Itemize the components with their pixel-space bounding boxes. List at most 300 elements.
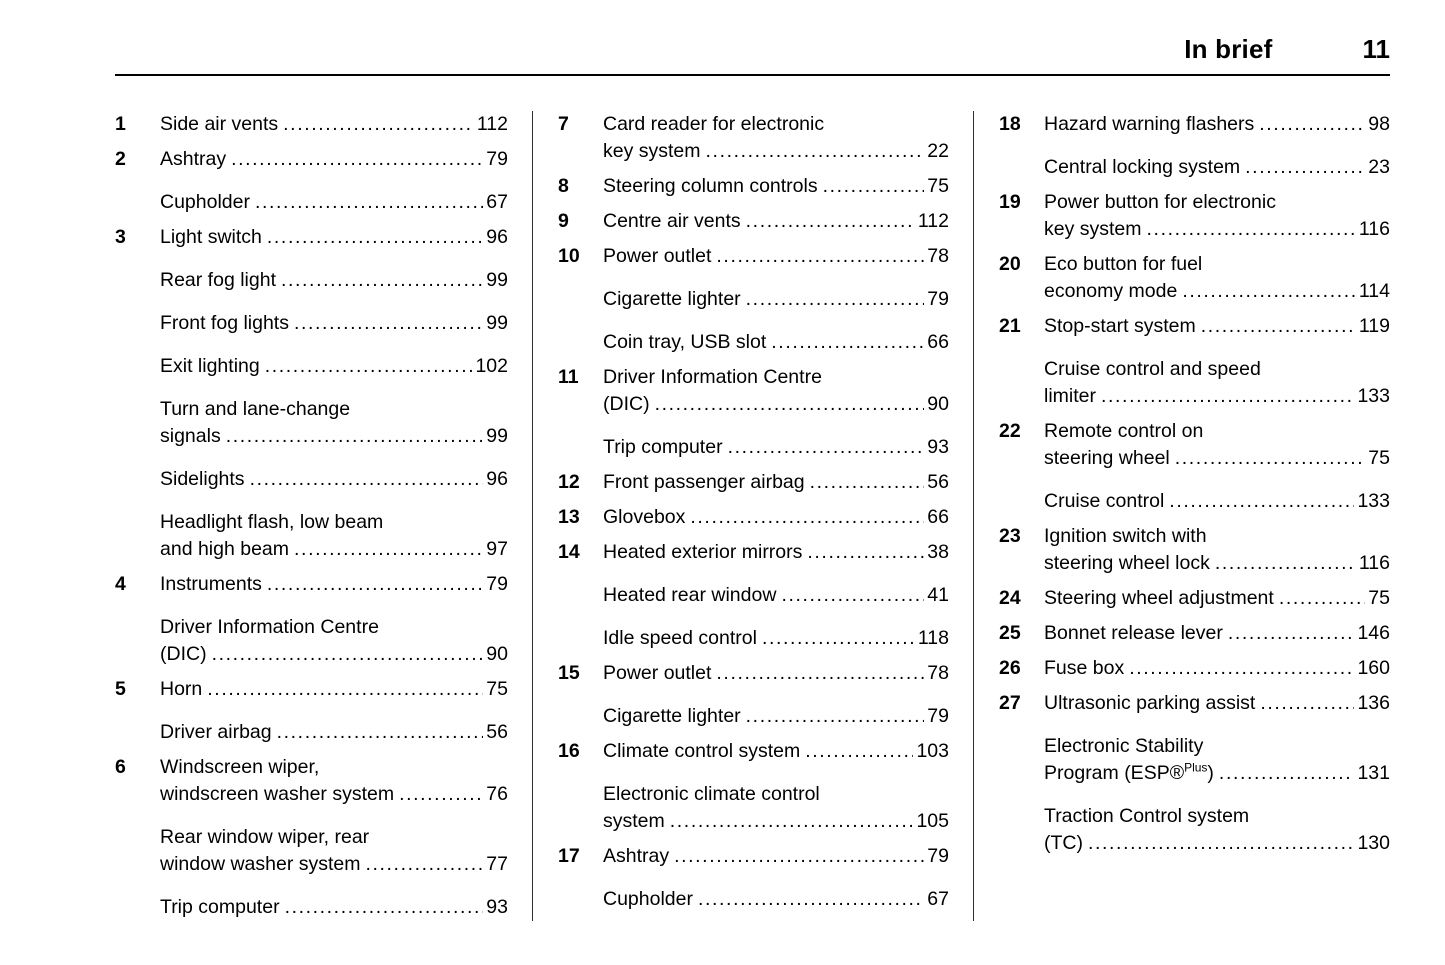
entry-label: Steering column controls: [603, 175, 818, 197]
dot-leader: [267, 224, 483, 251]
entry-lastline: [160, 466, 508, 493]
entry-body: [1044, 690, 1390, 717]
index-entry: [558, 660, 949, 687]
entry-body: [160, 146, 508, 173]
entry-number: [115, 310, 160, 337]
entry-number: [999, 803, 1044, 857]
entry-label: economy mode: [1044, 280, 1178, 302]
entry-lastline: [603, 504, 949, 531]
entry-lastline: [1044, 550, 1390, 577]
entry-page-number: 96: [486, 226, 508, 248]
dot-leader: [746, 703, 925, 730]
index-column-1: [115, 111, 508, 921]
entry-body: [160, 824, 508, 878]
entry-body: [1044, 189, 1390, 243]
entry-page-number: 79: [927, 288, 949, 310]
entry-body: [603, 208, 949, 235]
entry-page-number: 160: [1357, 657, 1390, 679]
entry-page-number: 23: [1368, 156, 1390, 178]
dot-leader: [231, 146, 483, 173]
entry-page-number: 105: [916, 810, 949, 832]
entry-page-number: 136: [1357, 692, 1390, 714]
index-entry: [558, 286, 949, 313]
entry-label: key system: [603, 140, 701, 162]
entry-label: Trip computer: [603, 436, 723, 458]
entry-lastline: [160, 641, 508, 668]
index-entry: [115, 676, 508, 703]
entry-body: [1044, 313, 1390, 340]
entry-body: [603, 286, 949, 313]
entry-body: [603, 539, 949, 566]
entry-body: [603, 243, 949, 270]
entry-label: Cupholder: [160, 191, 250, 213]
entry-page-number: 133: [1357, 490, 1390, 512]
index-entry: [115, 894, 508, 921]
entry-number: [558, 781, 603, 835]
entry-number: 15: [558, 662, 580, 684]
entry-body: [1044, 733, 1390, 787]
entry-body: [1044, 655, 1390, 682]
index-entry: [999, 418, 1390, 472]
dot-leader: [1228, 620, 1355, 647]
entry-lastline: [1044, 585, 1390, 612]
index-entry: [558, 208, 949, 235]
index-entry: [115, 353, 508, 380]
entry-lastline: [1044, 383, 1390, 410]
entry-body: [1044, 803, 1390, 857]
index-entry: [999, 690, 1390, 717]
entry-label: Horn: [160, 678, 203, 700]
index-entry: [115, 267, 508, 294]
entry-label: Idle speed control: [603, 627, 757, 649]
entry-label: Cigarette lighter: [603, 288, 741, 310]
entry-page-number: 103: [916, 740, 949, 762]
entry-number: [999, 356, 1044, 410]
entry-lastline: [1044, 154, 1390, 181]
header-rule: [115, 74, 1390, 76]
index-entry: [558, 539, 949, 566]
index-entry: [115, 824, 508, 878]
entry-number: 22: [999, 420, 1021, 442]
entry-body: [160, 396, 508, 450]
entry-label: Centre air vents: [603, 210, 741, 232]
entry-page-number: 116: [1358, 552, 1390, 574]
entry-number: [558, 886, 603, 913]
entry-label: Ashtray: [603, 845, 670, 867]
dot-leader: [283, 111, 474, 138]
dot-leader: [781, 582, 924, 609]
entry-body: [160, 267, 508, 294]
entry-lastline: [1044, 620, 1390, 647]
entry-body: [603, 364, 949, 418]
entry-lastline: [603, 539, 949, 566]
entry-lastline: [1044, 690, 1390, 717]
entry-label-line: Windscreen wiper,: [160, 756, 320, 778]
entry-page-number: 41: [927, 584, 949, 606]
entry-label: signals: [160, 425, 221, 447]
dot-leader: [1245, 154, 1365, 181]
dot-leader: [706, 138, 925, 165]
dot-leader: [207, 676, 483, 703]
entry-lastline: [603, 843, 949, 870]
entry-lastline: [1044, 760, 1390, 787]
index-entry: [999, 189, 1390, 243]
index-entry: [999, 356, 1390, 410]
entry-number: 17: [558, 845, 580, 867]
entry-label: Trip computer: [160, 896, 280, 918]
entry-lastline: [160, 851, 508, 878]
index-entry: [558, 434, 949, 461]
entry-label: (TC): [1044, 832, 1083, 854]
entry-label: (DIC): [160, 643, 207, 665]
entry-label: Ashtray: [160, 148, 227, 170]
index-entry: [115, 189, 508, 216]
entry-label: Cruise control: [1044, 490, 1165, 512]
entry-label: Sidelights: [160, 468, 245, 490]
entry-page-number: 66: [927, 506, 949, 528]
entry-body: [603, 625, 949, 652]
index-column-3: [973, 111, 1390, 921]
entry-lastline: [160, 310, 508, 337]
entry-body: [603, 703, 949, 730]
entry-number: [115, 189, 160, 216]
entry-body: [1044, 418, 1390, 472]
entry-body: [603, 886, 949, 913]
entry-number: 16: [558, 740, 580, 762]
entry-label-line: Rear window wiper, rear: [160, 826, 370, 848]
entry-label-line: Remote control on: [1044, 420, 1204, 442]
entry-lastline: [603, 703, 949, 730]
entry-page-number: 116: [1358, 218, 1390, 240]
entry-number: [115, 267, 160, 294]
entry-number: [115, 353, 160, 380]
index-entry: [999, 733, 1390, 787]
entry-lastline: [603, 660, 949, 687]
entry-label: system: [603, 810, 665, 832]
entry-number: [115, 509, 160, 563]
dot-leader: [1101, 383, 1354, 410]
index-entry: [999, 313, 1390, 340]
entry-label-line: Traction Control system: [1044, 805, 1250, 827]
entry-label-line: Ignition switch with: [1044, 525, 1207, 547]
index-entry: [558, 582, 949, 609]
dot-leader: [810, 469, 925, 496]
index-entry: [558, 111, 949, 165]
entry-number: [115, 894, 160, 921]
index-entry: [558, 504, 949, 531]
entry-lastline: [603, 173, 949, 200]
dot-leader: [674, 843, 924, 870]
entry-body: [160, 719, 508, 746]
entry-body: [160, 111, 508, 138]
entry-number: 10: [558, 245, 580, 267]
entry-label: Bonnet release lever: [1044, 622, 1223, 644]
entry-page-number: 79: [486, 573, 508, 595]
entry-number: [558, 434, 603, 461]
dot-leader: [1215, 550, 1356, 577]
index-entry: [115, 466, 508, 493]
entry-label: Stop-start system: [1044, 315, 1196, 337]
entry-body: [160, 614, 508, 668]
dot-leader: [226, 423, 484, 450]
entry-page-number: 93: [927, 436, 949, 458]
entry-number: 18: [999, 113, 1021, 135]
entry-number: [999, 733, 1044, 787]
entry-body: [160, 310, 508, 337]
entry-label-line: Turn and lane-change: [160, 398, 351, 420]
dot-leader: [771, 329, 924, 356]
entry-page-number: 77: [486, 853, 508, 875]
entry-body: [160, 466, 508, 493]
entry-lastline: [603, 391, 949, 418]
entry-body: [603, 781, 949, 835]
entry-page-number: 133: [1357, 385, 1390, 407]
dot-leader: [399, 781, 483, 808]
entry-label: steering wheel: [1044, 447, 1170, 469]
index-entry: [999, 251, 1390, 305]
index-entry: [999, 803, 1390, 857]
entry-label: steering wheel lock: [1044, 552, 1210, 574]
entry-lastline: [1044, 216, 1390, 243]
entry-body: [1044, 488, 1390, 515]
entry-page-number: 56: [486, 721, 508, 743]
entry-page-number: 97: [486, 538, 508, 560]
entry-lastline: [160, 781, 508, 808]
entry-label: windscreen washer system: [160, 783, 395, 805]
entry-lastline: [603, 625, 949, 652]
entry-body: [160, 353, 508, 380]
dot-leader: [1147, 216, 1356, 243]
entry-label: Coin tray, USB slot: [603, 331, 767, 353]
entry-label: Program (ESP®$^{Plus}$): [1044, 760, 1214, 784]
index-entry: [999, 655, 1390, 682]
entry-page-number: 112: [476, 113, 508, 135]
entry-lastline: [1044, 278, 1390, 305]
dot-leader: [1260, 690, 1354, 717]
entry-body: [603, 843, 949, 870]
entry-label-line: Electronic Stability: [1044, 735, 1204, 757]
entry-number: [115, 466, 160, 493]
entry-number: 13: [558, 506, 580, 528]
index-entry: [115, 614, 508, 668]
entry-lastline: [160, 224, 508, 251]
dot-leader: [1129, 655, 1354, 682]
entry-lastline: [1044, 313, 1390, 340]
index-entry: [558, 703, 949, 730]
entry-number: 11: [558, 366, 579, 388]
index-entry: [558, 738, 949, 765]
entry-body: [603, 173, 949, 200]
entry-label: Ultrasonic parking assist: [1044, 692, 1256, 714]
entry-body: [603, 504, 949, 531]
entry-page-number: 112: [917, 210, 949, 232]
entry-label: Heated exterior mirrors: [603, 541, 803, 563]
entry-page-number: 76: [486, 783, 508, 805]
dot-leader: [746, 286, 925, 313]
index-entry: [115, 310, 508, 337]
index-entry: [115, 111, 508, 138]
entry-body: [603, 111, 949, 165]
index-entry: [558, 843, 949, 870]
entry-page-number: 67: [486, 191, 508, 213]
entry-page-number: 79: [927, 845, 949, 867]
dot-leader: [1169, 488, 1354, 515]
entry-body: [603, 660, 949, 687]
entry-lastline: [160, 894, 508, 921]
entry-page-number: 56: [927, 471, 949, 493]
entry-number: 21: [999, 315, 1021, 337]
entry-body: [603, 738, 949, 765]
dot-leader: [823, 173, 925, 200]
entry-label: Exit lighting: [160, 355, 260, 377]
entry-page-number: 146: [1357, 622, 1390, 644]
entry-body: [1044, 523, 1390, 577]
entry-lastline: [603, 582, 949, 609]
entry-page-number: 75: [486, 678, 508, 700]
entry-label: Rear fog light: [160, 269, 276, 291]
entry-label: Light switch: [160, 226, 262, 248]
dot-leader: [250, 466, 484, 493]
entry-label: Front fog lights: [160, 312, 289, 334]
entry-label-line: Headlight flash, low beam: [160, 511, 384, 533]
entry-number: 25: [999, 622, 1021, 644]
entry-body: [603, 329, 949, 356]
dot-leader: [670, 808, 914, 835]
dot-leader: [212, 641, 484, 668]
entry-page-number: 79: [486, 148, 508, 170]
entry-page-number: 38: [927, 541, 949, 563]
index-entry: [115, 509, 508, 563]
entry-page-number: 118: [917, 627, 949, 649]
index-entry: [999, 585, 1390, 612]
entry-page-number: 22: [927, 140, 949, 162]
entry-body: [1044, 620, 1390, 647]
entry-label: Heated rear window: [603, 584, 777, 606]
entry-body: [160, 224, 508, 251]
entry-number: [558, 582, 603, 609]
dot-leader: [294, 310, 483, 337]
entry-body: [1044, 585, 1390, 612]
entry-label: window washer system: [160, 853, 361, 875]
entry-lastline: [603, 208, 949, 235]
index-entry: [115, 754, 508, 808]
entry-body: [1044, 111, 1390, 138]
entry-lastline: [603, 434, 949, 461]
entry-page-number: 99: [486, 425, 508, 447]
page-header: [115, 34, 1390, 74]
entry-page-number: 119: [1358, 315, 1390, 337]
index-entry: [999, 523, 1390, 577]
entry-number: [115, 614, 160, 668]
dot-leader: [807, 539, 924, 566]
entry-label-line: Card reader for electronic: [603, 113, 825, 135]
dot-leader: [805, 738, 913, 765]
entry-page-number: 75: [1368, 447, 1390, 469]
dot-leader: [1175, 445, 1366, 472]
entry-label: Instruments: [160, 573, 262, 595]
entry-label: Fuse box: [1044, 657, 1125, 679]
entry-body: [160, 754, 508, 808]
dot-leader: [698, 886, 924, 913]
entry-label: Cupholder: [603, 888, 693, 910]
entry-page-number: 75: [1368, 587, 1390, 609]
index-entry: [558, 364, 949, 418]
entry-body: [1044, 154, 1390, 181]
entry-page-number: 130: [1357, 832, 1390, 854]
index-entry: [115, 719, 508, 746]
dot-leader: [1182, 278, 1356, 305]
entry-label-line: Cruise control and speed: [1044, 358, 1261, 380]
entry-lastline: [603, 243, 949, 270]
dot-leader: [746, 208, 915, 235]
entry-body: [160, 571, 508, 598]
dot-leader: [365, 851, 483, 878]
index-entry: [999, 111, 1390, 138]
dot-leader: [690, 504, 924, 531]
entry-number: [558, 703, 603, 730]
chapter-title: In brief: [1184, 34, 1273, 64]
entry-number: 3: [115, 226, 126, 248]
index-entry: [115, 224, 508, 251]
entry-lastline: [160, 111, 508, 138]
entry-body: [160, 676, 508, 703]
entry-number: 7: [558, 113, 569, 135]
dot-leader: [716, 243, 924, 270]
entry-lastline: [603, 329, 949, 356]
entry-label: Hazard warning flashers: [1044, 113, 1255, 135]
dot-leader: [267, 571, 483, 598]
entry-page-number: 96: [486, 468, 508, 490]
entry-number: 26: [999, 657, 1021, 679]
entry-number: 23: [999, 525, 1021, 547]
entry-lastline: [603, 138, 949, 165]
entry-number: 9: [558, 210, 569, 232]
entry-number: 8: [558, 175, 569, 197]
index-entry: [115, 146, 508, 173]
entry-number: 12: [558, 471, 580, 493]
entry-number: 2: [115, 148, 126, 170]
entry-lastline: [1044, 111, 1390, 138]
entry-label: Steering wheel adjustment: [1044, 587, 1274, 609]
entry-body: [160, 509, 508, 563]
entry-lastline: [603, 738, 949, 765]
entry-body: [1044, 356, 1390, 410]
dot-leader: [762, 625, 915, 652]
entry-number: 5: [115, 678, 126, 700]
entry-page-number: 78: [927, 662, 949, 684]
dot-leader: [1088, 830, 1354, 857]
entry-label: Central locking system: [1044, 156, 1241, 178]
entry-label: Driver airbag: [160, 721, 272, 743]
entry-page-number: 114: [1358, 280, 1390, 302]
entry-lastline: [160, 719, 508, 746]
entry-lastline: [603, 286, 949, 313]
entry-label: key system: [1044, 218, 1142, 240]
dot-leader: [1259, 111, 1365, 138]
dot-leader: [294, 536, 483, 563]
entry-page-number: 90: [927, 393, 949, 415]
index-column-2: [532, 111, 949, 921]
entry-page-number: 131: [1357, 762, 1390, 784]
entry-lastline: [160, 146, 508, 173]
dot-leader: [728, 434, 925, 461]
dot-leader: [1279, 585, 1365, 612]
dot-leader: [716, 660, 924, 687]
entry-page-number: 90: [486, 643, 508, 665]
entry-page-number: 98: [1368, 113, 1390, 135]
entry-number: 6: [115, 756, 126, 778]
entry-number: [115, 396, 160, 450]
